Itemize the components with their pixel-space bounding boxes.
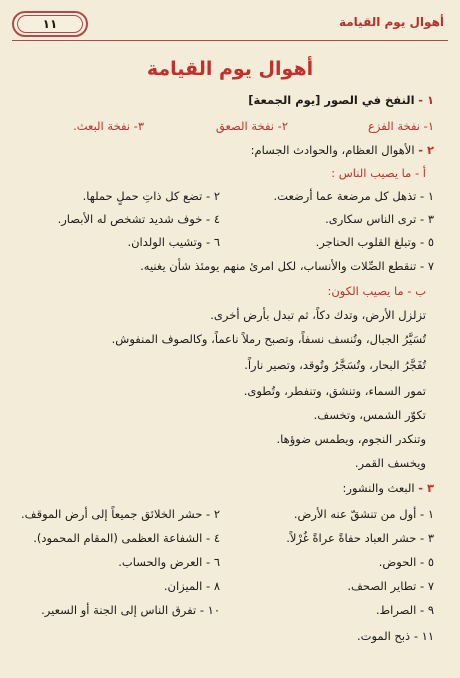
section-3-row (20, 577, 434, 595)
section-1-heading (20, 91, 434, 109)
subsection-b-label: ب - ما يصيب الكون: (327, 284, 426, 298)
list-item: ١ - تذهل كل مرضعة عما أرضعت. (273, 189, 434, 203)
section-3-row (20, 553, 434, 571)
section-1-number: ١ - (418, 93, 434, 107)
section-2-text: الأهوال العظام، والحوادث الجسام: (250, 143, 415, 157)
subsection-a-label: أ - ما يصيب الناس : (331, 166, 426, 180)
list-item: ٢ - تضع كل ذاتِ حملٍ حملها. (82, 189, 220, 203)
subsection-a-row (20, 210, 434, 228)
list-item: ٧ - تطاير الصحف. (347, 579, 434, 593)
section-2-heading (20, 141, 434, 159)
list-item: ١ - أول من تنشقّ عنه الأرض. (293, 507, 434, 521)
list-item: ١١ - ذبح الموت. (357, 629, 434, 643)
subsection-a-row (20, 187, 434, 205)
list-item: ٣ - ترى الناس سكارى. (325, 212, 434, 226)
section-3-row (20, 529, 434, 547)
section-3-text: البعث والنشور: (342, 481, 415, 495)
section-3-number: ٣ - (418, 481, 434, 495)
section-1-items (20, 117, 434, 135)
list-item: ٦ - وتشيب الولدان. (127, 235, 220, 249)
section-1-text: النفخ في الصور [يوم الجمعة] (248, 93, 415, 107)
paragraph-line: تكوّر الشمس، وتخسف. (313, 408, 426, 422)
list-item: ٩ - الصراط. (375, 603, 434, 617)
list-item: ٢ - حشر الخلائق جميعاً إلى أرض الموقف. (21, 507, 220, 521)
running-title: أهوال يوم القيامة (338, 15, 444, 29)
section-2-number: ٢ - (418, 143, 434, 157)
paragraph-line: تُفَجَّرُ البحار، وتُسَجَّرُ وتُوقد، وتصير ناراً. (244, 358, 426, 372)
list-item: ٣ - حشر العباد حفاةً عراةً غُرْلاً. (286, 531, 434, 545)
section-3-heading (20, 479, 434, 497)
paragraph-line: تُسَيَّرُ الجبال، وتُنسف نسفاً، وتصبح رملاً ناعماً، وكالصوف المنفوش. (111, 332, 426, 346)
list-item: ٦ - العرض والحساب. (118, 555, 220, 569)
paragraph-line: وتنكدر النجوم، ويطمس ضوؤها. (276, 432, 426, 446)
list-item: ٤ - خوف شديد تشخص له الأبصار. (57, 212, 220, 226)
paragraph-line: ويخسف القمر. (354, 456, 426, 470)
list-item: ٣- نفخة البعث. (73, 119, 144, 133)
list-item: ١- نفخة الفزع (368, 119, 434, 133)
list-item: ١٠ - تفرق الناس إلى الجنة أو السعير. (41, 603, 220, 617)
list-item: ٥ - وتبلغ القلوب الحناجر. (315, 235, 434, 249)
list-item: ٤ - الشفاعة العظمى (المقام المحمود). (33, 531, 220, 545)
chapter-title: أهوال يوم القيامة (146, 58, 314, 80)
list-item: ٨ - الميزان. (163, 579, 220, 593)
list-item: ٥ - الحوض. (378, 555, 434, 569)
section-3-row (20, 505, 434, 523)
page-number: ١١ (17, 15, 83, 33)
page-header (12, 6, 448, 41)
paragraph-line: تمور السماء، وتنشق، وتنفطر، وتُطوى. (243, 384, 426, 398)
list-item: ٢- نفخة الصعق (215, 119, 288, 133)
paragraph-line: تزلزل الأرض، وتدك دكاً، ثم تبدل بأرض أخرى. (210, 308, 426, 322)
section-3-row (20, 601, 434, 619)
page-number-frame (12, 11, 88, 37)
subsection-a-row (20, 233, 434, 251)
list-item: ٧ - تنقطع الصِّلات والأنساب، لكل امرئ منهم يومئذ شأن يغنيه. (140, 259, 434, 273)
